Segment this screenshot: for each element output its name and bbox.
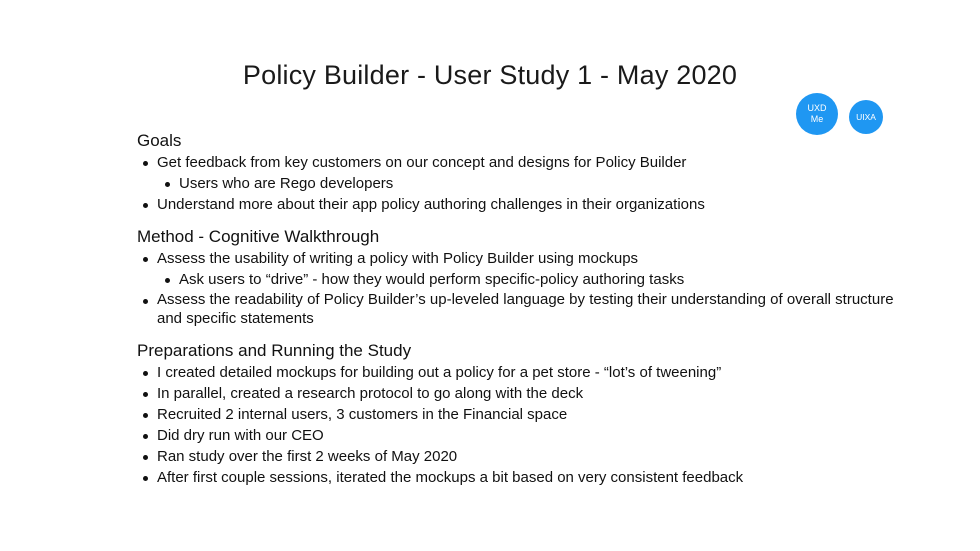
bullet-item: Understand more about their app policy authoring challenges in their organizations (137, 194, 705, 215)
preparations-section (137, 340, 743, 488)
bullet-item: Assess the readability of Policy Builder’s up-leveled language by testing their understanding of overall structure and specific statements (137, 290, 897, 328)
method-heading: Method - Cognitive Walkthrough (137, 227, 380, 246)
goals-heading: Goals (137, 131, 182, 150)
sub-bullet-item: Ask users to “drive” - how they would perform specific-policy authoring tasks (159, 269, 897, 290)
bullet-item: I created detailed mockups for building out a policy for a pet store - “lot’s of tweening” (137, 362, 743, 383)
preparations-bullet-list (137, 362, 743, 488)
bullet-item: Get feedback from key customers on our concept and designs for Policy Builder (137, 152, 705, 173)
preparations-heading: Preparations and Running the Study (137, 341, 412, 360)
uixa-badge (849, 100, 883, 134)
method-section (137, 226, 897, 328)
goals-section (137, 130, 705, 215)
bullet-item: Did dry run with our CEO (137, 425, 743, 446)
bullet-item: Assess the usability of writing a policy with Policy Builder using mockups (137, 248, 897, 269)
bullet-item: In parallel, created a research protocol to go along with the deck (137, 383, 743, 404)
bullet-item: Ran study over the first 2 weeks of May 2020 (137, 446, 743, 467)
goals-bullet-list (137, 152, 705, 215)
uxd-me-badge (796, 93, 838, 135)
sub-bullet-item: Users who are Rego developers (159, 173, 705, 194)
bullet-item: Recruited 2 internal users, 3 customers in the Financial space (137, 404, 743, 425)
uixa-badge-label: UIXA (856, 111, 876, 122)
method-bullet-list (137, 248, 897, 328)
slide-title: Policy Builder - User Study 1 - May 2020 (242, 60, 738, 90)
bullet-item: After first couple sessions, iterated the mockups a bit based on very consistent feedback (137, 467, 743, 488)
uxd-me-badge-label: UXD Me (807, 103, 827, 124)
